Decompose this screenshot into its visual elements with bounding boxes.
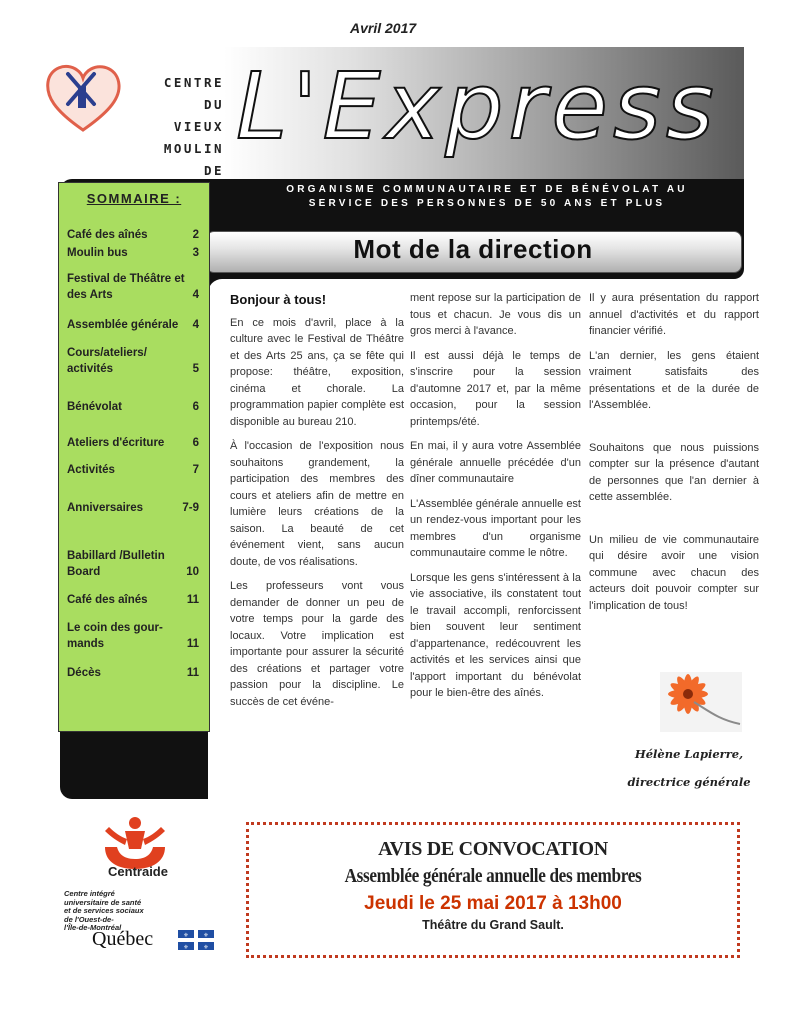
toc-page: 7: [192, 464, 199, 476]
toc-item[interactable]: [67, 665, 203, 681]
article-column-2: [410, 290, 581, 710]
svg-text:⚜: ⚜: [183, 933, 189, 939]
toc-page: 7-9: [182, 502, 199, 514]
ciusss-line: l'Île-de-Montréal: [64, 923, 122, 932]
toc-item[interactable]: [67, 620, 203, 652]
toc-item[interactable]: [67, 462, 203, 478]
tagline: [232, 183, 742, 211]
toc-item[interactable]: [67, 227, 203, 243]
article-paragraph: Lorsque les gens s'intéressent à la vie associative, ils constatent tout le travail accompli, renforcissent bien souvent leur sentiment d'appartenance, redécouvrent les activités et les services ainsi que l'apport important du bénévolat pour le bien-être des aînés.: [410, 571, 581, 699]
toc-page: 5: [192, 363, 199, 375]
toc-item[interactable]: [67, 245, 203, 261]
toc-page: 2: [192, 229, 199, 241]
signature-name: Hélène Lapierre,: [634, 747, 744, 761]
toc-label: Festival de Théâtre et des Arts: [67, 273, 185, 301]
ciusss-label: [64, 890, 194, 933]
toc-label: Assemblée générale: [67, 319, 179, 331]
masthead-title: L'Express: [236, 53, 719, 160]
issue-date: Avril 2017: [350, 20, 417, 36]
article-paragraph: Il y aura présentation du rapport annuel d'activités et du rapport financier vérifié.: [589, 292, 759, 337]
article-paragraph: Souhaitons que nous puissions compter sur la présence d'autant de personnes que l'an dernier à cette assemblée.: [589, 441, 759, 503]
org-name-line: CENTRE DU: [163, 75, 224, 112]
toc-label: Anniversaires: [67, 502, 144, 514]
toc-label: Activités: [67, 464, 115, 476]
toc-item[interactable]: [67, 435, 203, 451]
toc-item[interactable]: [67, 345, 203, 377]
article-column-1: [230, 292, 404, 718]
toc-item[interactable]: [67, 548, 203, 580]
article-paragraph: L'Assemblée générale annuelle est un rendez-vous important pour les membres d'un organisme communautaire comme le nôtre.: [410, 497, 581, 559]
article-paragraph: En mai, il y aura votre Assemblée générale annuelle précédée d'un dîner communautaire: [410, 440, 581, 485]
svg-text:⚜: ⚜: [183, 945, 189, 950]
notice-date: Jeudi le 25 mai 2017 à 13h00: [364, 893, 622, 914]
toc-page: 4: [192, 319, 199, 331]
tagline-line: ORGANISME COMMUNAUTAIRE ET DE BÉNÉVOLAT AU: [286, 184, 688, 195]
toc-label: Décès: [67, 667, 101, 679]
notice-heading: AVIS DE CONVOCATION: [378, 838, 608, 860]
article-paragraph: Un milieu de vie communautaire qui désire avoir une vision commune avec chacun des acteurs doit pouvoir compter sur l'implication de tous!: [589, 533, 759, 612]
table-of-contents: [58, 182, 210, 732]
ciusss-line: de l'Ouest-de-: [64, 914, 114, 924]
toc-page: 4: [192, 289, 199, 301]
centraide-logo: [95, 813, 175, 871]
quebec-wordmark: Québec: [92, 928, 154, 950]
toc-item[interactable]: [67, 592, 203, 608]
notice-location: Théâtre du Grand Sault.: [422, 918, 564, 932]
toc-label: Café des aînés: [67, 229, 148, 241]
ciusss-line: Centre intégré: [64, 889, 115, 898]
toc-page: 10: [186, 566, 199, 578]
toc-label: Babillard /Bulletin Board: [67, 550, 165, 578]
org-name-line: MOULIN DE: [163, 141, 224, 178]
toc-page: 6: [192, 437, 199, 449]
article-paragraph: Les professeurs vont vous demander de donner un peu de votre temps pour la garde des locaux. Votre implication est importante pour assurer la sécurité des créations et partager votre passion pour la discipline. Le succès de cet événe-: [230, 580, 404, 708]
article-greeting: Bonjour à tous!: [230, 292, 327, 307]
toc-item[interactable]: [67, 399, 203, 415]
toc-label: Bénévolat: [67, 401, 122, 413]
quebec-flag-icon: [178, 930, 214, 950]
toc-label: Le coin des gour-mands: [67, 622, 163, 650]
centraide-label: Centraide: [108, 864, 168, 879]
toc-page: 11: [186, 594, 199, 606]
article-paragraph: À l'occasion de l'exposition nous souhaitons grandement, la participation des membres des cours et ateliers afin de mettre en lumière leurs créations de la saison. La beauté de cet événement vient, sans aucun doute, de vos réalisations.: [230, 440, 404, 568]
tagline-line: SERVICE DES PERSONNES DE 50 ANS ET PLUS: [308, 198, 666, 209]
article-area-corner: [208, 279, 224, 799]
svg-text:⚜: ⚜: [203, 933, 209, 939]
toc-page: 11: [186, 638, 199, 650]
signature-title: directrice générale: [627, 775, 751, 789]
ciusss-line: universitaire de santé: [64, 897, 142, 907]
ciusss-line: et de services sociaux: [64, 906, 144, 915]
svg-text:⚜: ⚜: [203, 945, 209, 950]
toc-label: Ateliers d'écriture: [67, 437, 165, 449]
toc-page: 6: [192, 401, 199, 413]
toc-label: Cours/ateliers/ activités: [67, 347, 147, 375]
article-paragraph: En ce mois d'avril, place à la culture avec le Festival de Théâtre et des Arts 25 ans, ça se fête qui propose: théâtre, exposition, cinéma et chorale. La programmation papier complète est disponible au bureau 210.: [230, 316, 404, 428]
flower-photo: [660, 672, 742, 732]
toc-label: Café des aînés: [67, 594, 148, 606]
toc-item[interactable]: [67, 271, 203, 303]
article-paragraph: ment repose sur la participation de tous et chacun. Je vous dis un gros merci à l'avance.: [410, 292, 581, 337]
toc-page: 3: [192, 247, 199, 259]
heart-windmill-logo: [44, 60, 122, 134]
org-name-line: VIEUX: [173, 119, 224, 134]
article-column-3: [589, 290, 759, 622]
toc-title: SOMMAIRE :: [86, 191, 182, 206]
toc-page: 11: [186, 667, 199, 679]
article-paragraph: Il est aussi déjà le temps de s'inscrire pour la session d'automne 2017 et, par la même occasion, pour la session printemps/été.: [410, 349, 581, 428]
section-title: Mot de la direction: [353, 234, 593, 264]
toc-item[interactable]: [67, 500, 203, 516]
article-paragraph: L'an dernier, les gens étaient vraiment satisfaits des présentations et de la durée de l'Assemblée.: [589, 349, 759, 411]
notice-subheading: Assemblée générale annuelle des membres: [344, 865, 642, 887]
toc-item[interactable]: [67, 317, 203, 333]
toc-label: Moulin bus: [67, 247, 128, 259]
signature: [614, 740, 764, 796]
